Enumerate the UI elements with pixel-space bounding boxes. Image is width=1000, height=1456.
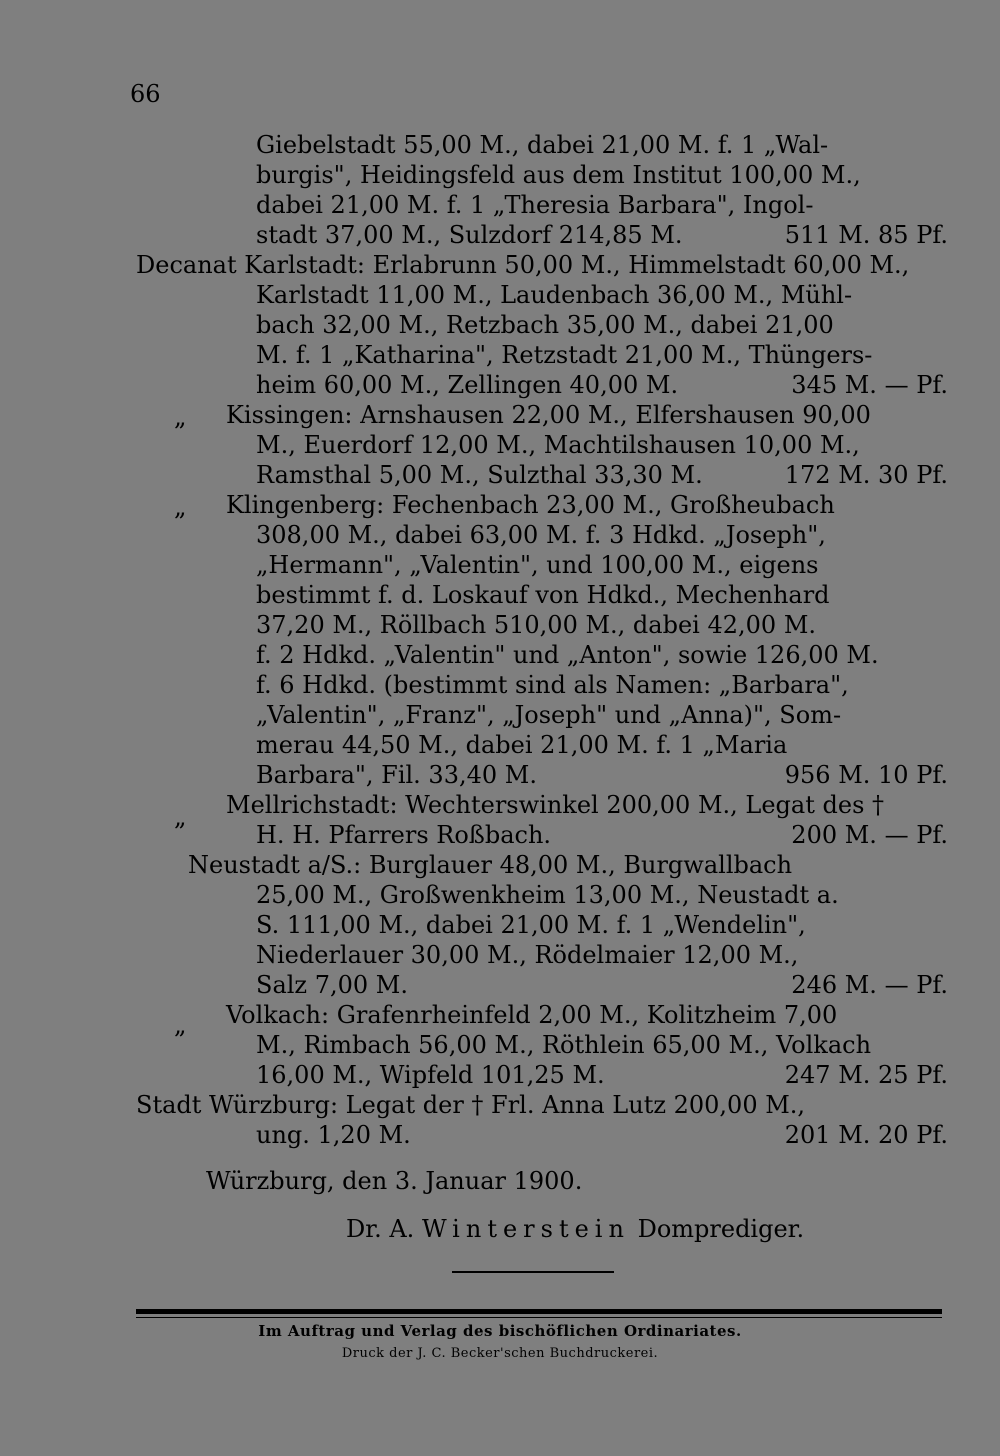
text-line: Stadt Würzburg: Legat der † Frl. Anna Lutz 200,00 M., [136, 1091, 806, 1119]
text-line: stadt 37,00 M., Sulzdorf 214,85 M. [256, 221, 683, 249]
text-line: 37,20 M., Röllbach 510,00 M., dabei 42,00 M. [256, 611, 817, 639]
text-line: Ramsthal 5,00 M., Sulzthal 33,30 M. [256, 461, 703, 489]
amount-total: 246 M. — Pf. [791, 971, 948, 999]
amount-total: 511 M. 85 Pf. [784, 221, 948, 249]
text-line: bach 32,00 M., Retzbach 35,00 M., dabei 21,00 [256, 311, 834, 339]
text-line: Decanat Karlstadt: Erlabrunn 50,00 M., Himmelstadt 60,00 M., [136, 251, 910, 279]
text-line: Volkach: Grafenrheinfeld 2,00 M., Kolitzheim 7,00 [226, 1001, 838, 1029]
page-number: 66 [130, 80, 161, 108]
text-line: „Valentin", „Franz", „Joseph" und „Anna)", Som- [256, 701, 842, 729]
amount-total: 247 M. 25 Pf. [784, 1061, 948, 1089]
text-line: Salz 7,00 M. [256, 971, 408, 999]
closing-date: Würzburg, den 3. Januar 1900. [206, 1167, 583, 1195]
text-line: Kissingen: Arnshausen 22,00 M., Elfershausen 90,00 [226, 401, 871, 429]
text-line: S. 111,00 M., dabei 21,00 M. f. 1 „Wendelin", [256, 911, 806, 939]
text-line: heim 60,00 M., Zellingen 40,00 M. [256, 371, 679, 399]
text-line: Niederlauer 30,00 M., Rödelmaier 12,00 M., [256, 941, 799, 969]
text-line: dabei 21,00 M. f. 1 „Theresia Barbara", Ingol- [256, 191, 814, 219]
amount-total: 201 M. 20 Pf. [784, 1121, 948, 1149]
ditto-mark: „ [174, 803, 187, 831]
amount-total: 200 M. — Pf. [791, 821, 948, 849]
printer-line: Druck der J. C. Becker'schen Buchdruckerei. [341, 1346, 659, 1361]
text-line: burgis", Heidingsfeld aus dem Institut 100,00 M., [256, 161, 861, 189]
text-line: f. 2 Hdkd. „Valentin" und „Anton", sowie 126,00 M. [256, 641, 879, 669]
amount-total: 956 M. 10 Pf. [784, 761, 948, 789]
text-line: M. f. 1 „Katharina", Retzstadt 21,00 M., Thüngers- [256, 341, 873, 369]
publisher-line: Im Auftrag und Verlag des bischöflichen Ordinariates. [258, 1322, 742, 1340]
divider [452, 1271, 614, 1273]
text-line: Barbara", Fil. 33,40 M. [256, 761, 537, 789]
ditto-mark: „ [174, 1011, 187, 1039]
text-line: ung. 1,20 M. [256, 1121, 411, 1149]
text-line: M., Rimbach 56,00 M., Röthlein 65,00 M., Volkach [256, 1031, 872, 1059]
text-line: f. 6 Hdkd. (bestimmt sind als Namen: „Barbara", [256, 671, 849, 699]
ditto-mark: „ [174, 403, 187, 431]
ditto-mark: „ [174, 493, 187, 521]
footer-rule [136, 1309, 942, 1314]
text-line: M., Euerdorf 12,00 M., Machtilshausen 10,00 M., [256, 431, 860, 459]
text-line: 25,00 M., Großwenkheim 13,00 M., Neustadt a. [256, 881, 839, 909]
text-line: Neustadt a/S.: Burglauer 48,00 M., Burgwallbach [188, 851, 793, 879]
text-line: bestimmt f. d. Loskauf von Hdkd., Mechenhard [256, 581, 830, 609]
text-line: H. H. Pfarrers Roßbach. [256, 821, 552, 849]
amount-total: 172 M. 30 Pf. [784, 461, 948, 489]
text-line: merau 44,50 M., dabei 21,00 M. f. 1 „Maria [256, 731, 788, 759]
signature [346, 1214, 804, 1244]
text-line: Klingenberg: Fechenbach 23,00 M., Großheubach [226, 491, 835, 519]
text-line: Karlstadt 11,00 M., Laudenbach 36,00 M., Mühl- [256, 281, 853, 309]
text-line: 308,00 M., dabei 63,00 M. f. 3 Hdkd. „Joseph", [256, 521, 826, 549]
amount-total: 345 M. — Pf. [791, 371, 948, 399]
text-line: Giebelstadt 55,00 M., dabei 21,00 M. f. 1 „Wal- [256, 131, 829, 159]
text-line: Mellrichstadt: Wechterswinkel 200,00 M., Legat des † [226, 791, 885, 819]
footer-rule-thin [136, 1317, 942, 1318]
signature-prefix: Dr. A. [346, 1215, 415, 1243]
signature-name: Winterstein [421, 1215, 630, 1243]
text-line: 16,00 M., Wipfeld 101,25 M. [256, 1061, 605, 1089]
signature-title: Domprediger. [637, 1215, 805, 1243]
text-line: „Hermann", „Valentin", und 100,00 M., eigens [256, 551, 819, 579]
